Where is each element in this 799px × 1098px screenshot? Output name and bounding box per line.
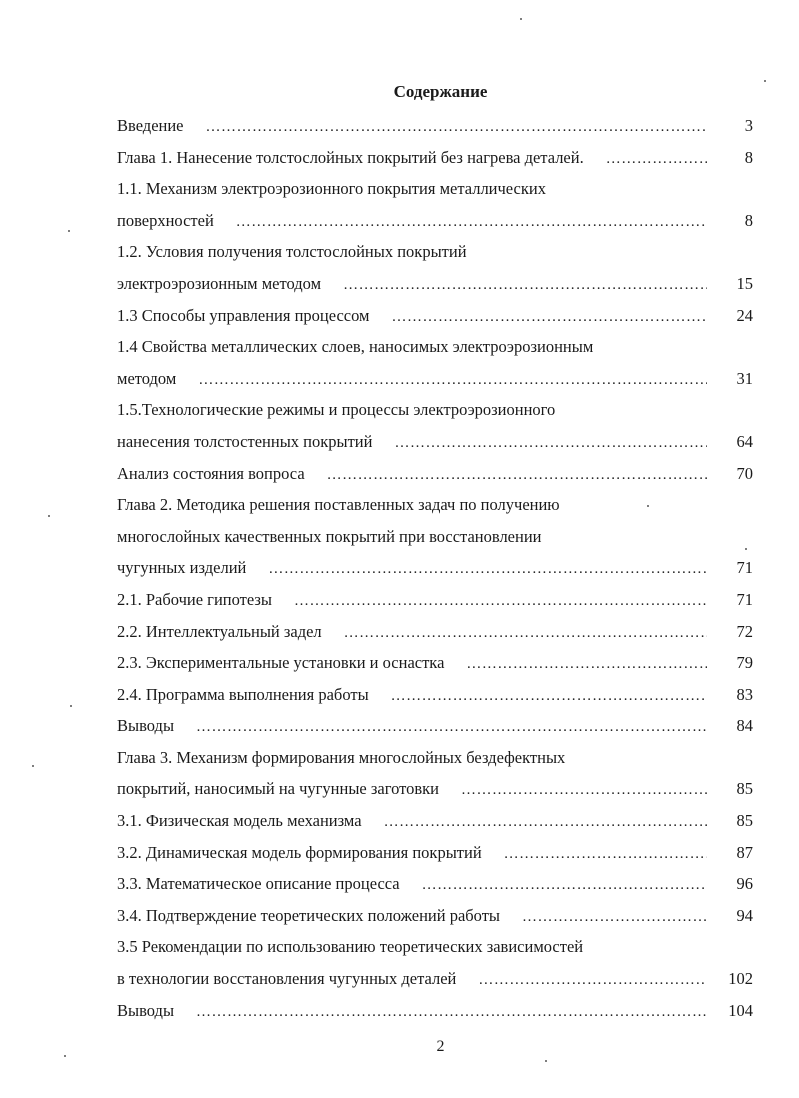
toc-entry-text: 3.3. Математическое описание процесса bbox=[117, 874, 400, 894]
toc-entry bbox=[117, 552, 753, 584]
toc-entry-text: Анализ состояния вопроса bbox=[117, 463, 305, 483]
toc-entry-text: поверхностей bbox=[117, 210, 214, 230]
toc-entry-text: нанесения толстостенных покрытий bbox=[117, 431, 373, 451]
scan-speck bbox=[32, 765, 34, 767]
toc-entry bbox=[117, 142, 753, 174]
toc-entry-page: 3 bbox=[744, 116, 753, 135]
toc-leader-dots bbox=[478, 965, 706, 997]
toc-entry-page: 64 bbox=[736, 431, 753, 451]
toc-entry-text: методом bbox=[117, 368, 177, 388]
toc-entry-text: Глава 2. Методика решения поставленных задач по получению bbox=[117, 495, 560, 515]
toc-entry bbox=[117, 268, 753, 300]
toc-entry-text: 1.3 Способы управления процессом bbox=[117, 305, 370, 325]
toc-entry bbox=[117, 489, 753, 521]
toc-entry bbox=[117, 710, 753, 742]
toc-leader-dots bbox=[392, 302, 707, 334]
toc-entry-text: в технологии восстановления чугунных деталей bbox=[117, 969, 457, 989]
toc-entry-text: 3.1. Физическая модель механизма bbox=[117, 811, 362, 831]
toc-entry bbox=[117, 900, 753, 932]
toc-entry-text: покрытий, наносимый на чугунные заготовки bbox=[117, 779, 439, 799]
toc-leader-dots bbox=[196, 712, 707, 744]
toc-leader-dots bbox=[294, 586, 707, 618]
scan-speck bbox=[48, 515, 50, 517]
toc-entry-page: 24 bbox=[736, 305, 753, 325]
toc-entry bbox=[117, 426, 753, 458]
toc-entry-text: 1.2. Условия получения толстослойных покрытий bbox=[117, 242, 467, 262]
toc-entry bbox=[117, 110, 753, 142]
toc-entry-page: 96 bbox=[736, 874, 753, 894]
toc-entry bbox=[117, 363, 753, 395]
toc-leader-dots bbox=[198, 365, 707, 397]
scan-speck bbox=[70, 705, 72, 707]
toc-entry bbox=[117, 458, 753, 490]
table-of-contents bbox=[117, 110, 753, 1026]
toc-entry-page: 102 bbox=[728, 969, 753, 989]
toc-title: Содержание bbox=[393, 82, 488, 101]
toc-entry-page: 8 bbox=[744, 147, 753, 167]
toc-entry bbox=[117, 331, 753, 363]
scan-speck bbox=[745, 548, 747, 550]
toc-leader-dots bbox=[268, 554, 707, 586]
toc-entry-page: 70 bbox=[736, 463, 753, 483]
toc-entry bbox=[117, 647, 753, 679]
toc-entry bbox=[117, 394, 753, 426]
toc-leader-dots bbox=[327, 460, 707, 492]
page-number: 2 bbox=[436, 1038, 445, 1055]
toc-entry-text: 2.1. Рабочие гипотезы bbox=[117, 589, 272, 609]
toc-entry-page: 84 bbox=[736, 716, 753, 736]
scan-speck bbox=[520, 18, 522, 20]
toc-entry-text: Глава 1. Нанесение толстослойных покрытий без нагрева деталей. bbox=[117, 147, 584, 167]
toc-entry-text: Выводы bbox=[117, 1000, 175, 1020]
toc-entry-text: 1.5.Технологические режимы и процессы электроэрозионного bbox=[117, 400, 556, 420]
toc-entry bbox=[117, 521, 753, 553]
toc-entry bbox=[117, 837, 753, 869]
toc-entry bbox=[117, 300, 753, 332]
toc-entry-page: 85 bbox=[736, 811, 753, 831]
toc-entry-page: 71 bbox=[736, 558, 753, 578]
toc-entry-text: многослойных качественных покрытий при восстановлении bbox=[117, 526, 542, 546]
scan-speck bbox=[764, 80, 766, 82]
toc-entry bbox=[117, 236, 753, 268]
toc-entry-text: 1.1. Механизм электроэрозионного покрытия металлических bbox=[117, 179, 546, 199]
toc-entry-page: 79 bbox=[736, 653, 753, 673]
toc-entry bbox=[117, 616, 753, 648]
toc-entry-text: Выводы bbox=[117, 716, 175, 736]
toc-leader-dots bbox=[394, 428, 707, 460]
toc-entry-text: 3.4. Подтверждение теоретических положений работы bbox=[117, 905, 500, 925]
scan-speck bbox=[64, 1055, 66, 1057]
toc-entry-page: 85 bbox=[736, 779, 753, 799]
toc-entry bbox=[117, 805, 753, 837]
toc-entry bbox=[117, 868, 753, 900]
toc-leader-dots bbox=[196, 997, 706, 1029]
toc-entry-page: 87 bbox=[736, 842, 753, 862]
toc-entry bbox=[117, 584, 753, 616]
toc-entry bbox=[117, 963, 753, 995]
toc-leader-dots bbox=[522, 902, 707, 934]
toc-leader-dots bbox=[206, 112, 707, 144]
toc-entry-text: Введение bbox=[117, 116, 184, 135]
toc-entry-page: 8 bbox=[744, 210, 753, 230]
toc-entry-text: Глава 3. Механизм формирования многослойных бездефектных bbox=[117, 747, 566, 767]
toc-entry-text: 2.4. Программа выполнения работы bbox=[117, 684, 369, 704]
toc-entry-text: 3.2. Динамическая модель формирования покрытий bbox=[117, 842, 482, 862]
toc-entry-text: 3.5 Рекомендации по использованию теоретических зависимостей bbox=[117, 937, 584, 957]
toc-entry-text: чугунных изделий bbox=[117, 558, 247, 578]
toc-leader-dots bbox=[384, 807, 707, 839]
toc-entry-text: 1.4 Свойства металлических слоев, наносимых электроэрозионным bbox=[117, 337, 594, 357]
toc-entry bbox=[117, 173, 753, 205]
toc-entry bbox=[117, 679, 753, 711]
toc-leader-dots bbox=[466, 649, 707, 681]
toc-entry-page: 15 bbox=[736, 273, 753, 293]
toc-leader-dots bbox=[391, 681, 707, 713]
toc-entry bbox=[117, 995, 753, 1027]
toc-entry bbox=[117, 773, 753, 805]
toc-entry bbox=[117, 931, 753, 963]
toc-entry-page: 31 bbox=[736, 368, 753, 388]
toc-leader-dots bbox=[461, 775, 707, 807]
scan-speck bbox=[545, 1060, 547, 1062]
toc-leader-dots bbox=[343, 270, 707, 302]
toc-leader-dots bbox=[344, 618, 707, 650]
toc-entry-page: 72 bbox=[736, 621, 753, 641]
toc-leader-dots bbox=[422, 870, 707, 902]
toc-entry-text: 2.2. Интеллектуальный задел bbox=[117, 621, 322, 641]
toc-entry bbox=[117, 742, 753, 774]
toc-leader-dots bbox=[504, 839, 707, 871]
toc-entry-text: электроэрозионным методом bbox=[117, 273, 322, 293]
toc-entry bbox=[117, 205, 753, 237]
toc-entry-text: 2.3. Экспериментальные установки и оснастка bbox=[117, 653, 445, 673]
toc-entry-page: 83 bbox=[736, 684, 753, 704]
scan-speck bbox=[647, 505, 649, 507]
scan-speck bbox=[68, 230, 70, 232]
toc-entry-page: 104 bbox=[728, 1000, 753, 1020]
toc-leader-dots bbox=[236, 207, 707, 239]
toc-leader-dots bbox=[606, 144, 707, 176]
toc-entry-page: 71 bbox=[736, 589, 753, 609]
toc-entry-page: 94 bbox=[736, 905, 753, 925]
